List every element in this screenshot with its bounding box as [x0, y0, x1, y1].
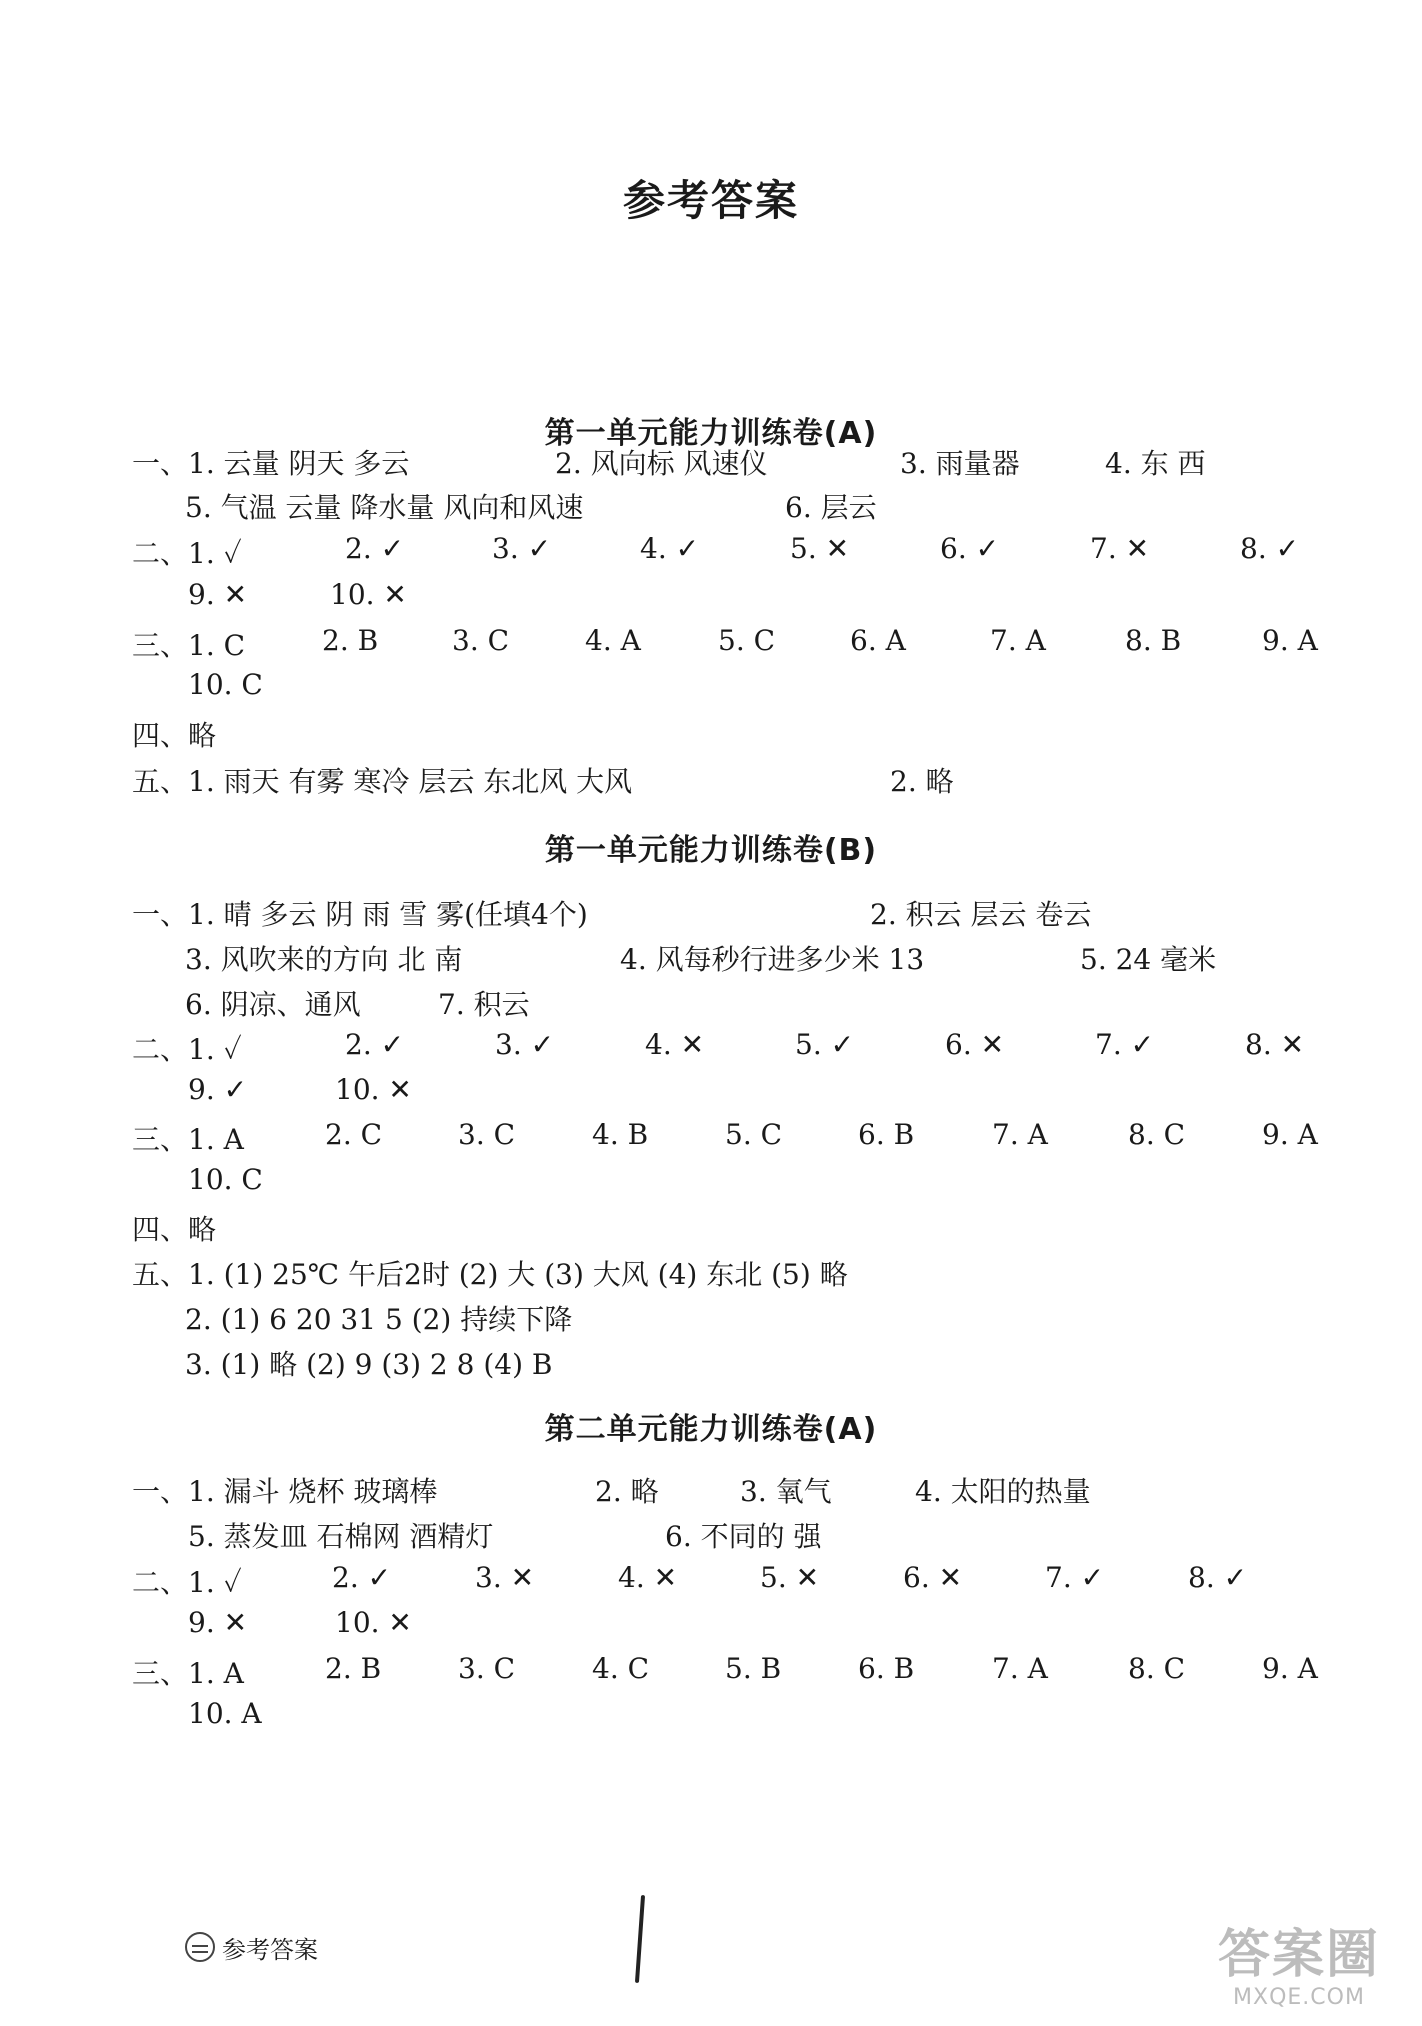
answer-item: 8. ✓: [1188, 1561, 1248, 1594]
answer-item: 6. A: [850, 624, 906, 657]
answer-item: 8. C: [1128, 1118, 1186, 1151]
answer-item: 7. A: [992, 1652, 1048, 1685]
answer-item: 4. ✕: [618, 1561, 678, 1594]
answer-item: 3. ✓: [492, 532, 552, 565]
answer-item: 10. A: [188, 1697, 262, 1730]
answer-item: 6. ✕: [945, 1028, 1005, 1061]
answer-item: 9. A: [1262, 624, 1318, 657]
answer-item: 10. ✕: [335, 1073, 412, 1106]
answer-line: 五、1. (1) 25℃ 午后2时 (2) 大 (3) 大风 (4) 东北 (5) 略: [132, 1258, 848, 1291]
answer-line: 4. 风每秒行进多少米 13: [620, 943, 925, 976]
answer-item: 6. B: [858, 1652, 915, 1685]
answer-line: 3. (1) 略 (2) 9 (3) 2 8 (4) B: [185, 1348, 553, 1381]
answer-item: 3. ✕: [475, 1561, 535, 1594]
answer-item: 8. ✓: [1240, 532, 1300, 565]
answer-item: 2. ✓: [345, 532, 405, 565]
book-logo-icon: [185, 1932, 215, 1962]
answer-item: 3. C: [458, 1118, 516, 1151]
answer-line: 2. 略: [595, 1475, 659, 1508]
section-title-unit1-b: 第一单元能力训练卷(B): [544, 833, 878, 868]
answer-item: 2. B: [322, 624, 379, 657]
page-title: 参考答案: [622, 176, 799, 225]
answer-item: 9. A: [1262, 1118, 1318, 1151]
answer-line: 6. 不同的 强: [665, 1520, 822, 1553]
answer-line: 6. 阴凉、通风: [185, 988, 361, 1021]
answer-line: 2. (1) 6 20 31 5 (2) 持续下降: [185, 1303, 573, 1336]
answer-item: 三、1. A: [132, 1123, 244, 1156]
answer-item: 7. A: [990, 624, 1046, 657]
answer-item: 7. A: [992, 1118, 1048, 1151]
answer-item: 4. A: [585, 624, 641, 657]
answer-item: 4. ✕: [645, 1028, 705, 1061]
footer-label: 参考答案: [222, 1936, 318, 1964]
answer-item: 2. ✓: [332, 1561, 392, 1594]
answer-item: 二、1. ✓: [132, 1566, 242, 1599]
answer-item: 10. C: [188, 668, 263, 701]
answer-item: 8. B: [1125, 624, 1182, 657]
answer-item: 10. ✕: [335, 1606, 412, 1639]
answer-item: 二、1. ✓: [132, 537, 242, 570]
watermark: [1194, 1925, 1404, 2020]
answer-item: 9. ✕: [188, 578, 248, 611]
answer-item: 4. ✓: [640, 532, 700, 565]
answer-item: 9. A: [1262, 1652, 1318, 1685]
answer-item: 5. C: [718, 624, 776, 657]
answer-item: 6. ✕: [903, 1561, 963, 1594]
section-title-unit2-a: 第二单元能力训练卷(A): [544, 1412, 878, 1447]
answer-line: 5. 气温 云量 降水量 风向和风速: [185, 491, 584, 524]
answer-item: 二、1. ✓: [132, 1033, 242, 1066]
answer-item: 3. C: [452, 624, 510, 657]
answer-item: 5. C: [725, 1118, 783, 1151]
answer-line: 五、1. 雨天 有雾 寒冷 层云 东北风 大风: [132, 765, 633, 798]
answer-line: 4. 太阳的热量: [915, 1475, 1091, 1508]
answer-item: 三、1. C: [132, 629, 246, 662]
answer-line: 5. 蒸发皿 石棉网 酒精灯: [188, 1520, 494, 1553]
section-title-unit1-a: 第一单元能力训练卷(A): [544, 416, 878, 451]
answer-item: 7. ✕: [1090, 532, 1150, 565]
answer-item: 2. C: [325, 1118, 383, 1151]
answer-line: 4. 东 西: [1105, 447, 1206, 480]
answer-line: 一、1. 漏斗 烧杯 玻璃棒: [132, 1475, 438, 1508]
answer-line: 一、1. 晴 多云 阴 雨 雪 雾(任填4个): [132, 898, 588, 931]
answer-line: 3. 雨量器: [900, 447, 1020, 480]
answer-item: 三、1. A: [132, 1657, 244, 1690]
answer-line: 四、略: [132, 719, 217, 752]
answer-item: 7. ✓: [1095, 1028, 1155, 1061]
answer-item: 2. ✓: [345, 1028, 405, 1061]
answer-line: 2. 积云 层云 卷云: [870, 898, 1092, 931]
answer-item: 6. ✓: [940, 532, 1000, 565]
answer-item: 5. B: [725, 1652, 782, 1685]
answer-item: 10. ✕: [330, 578, 407, 611]
answer-item: 4. B: [592, 1118, 649, 1151]
answer-item: 6. B: [858, 1118, 915, 1151]
answer-item: 5. ✕: [760, 1561, 820, 1594]
answer-line: 一、1. 云量 阴天 多云: [132, 447, 410, 480]
answer-item: 2. B: [325, 1652, 382, 1685]
answer-item: 10. C: [188, 1163, 263, 1196]
answer-item: 4. C: [592, 1652, 650, 1685]
answer-item: 8. C: [1128, 1652, 1186, 1685]
answer-line: 3. 氧气: [740, 1475, 832, 1508]
answer-line: 四、略: [132, 1213, 217, 1246]
answer-item: 9. ✓: [188, 1073, 248, 1106]
answer-line: 2. 风向标 风速仪: [555, 447, 768, 480]
answer-line: 5. 24 毫米: [1080, 943, 1217, 976]
answer-item: 9. ✕: [188, 1606, 248, 1639]
answer-line: 3. 风吹来的方向 北 南: [185, 943, 463, 976]
pen-mark: [635, 1895, 645, 1983]
answer-item: 3. ✓: [495, 1028, 555, 1061]
answer-item: 7. ✓: [1045, 1561, 1105, 1594]
answer-item: 3. C: [458, 1652, 516, 1685]
watermark-logo-text: 答案圈: [1217, 1925, 1380, 1985]
answer-item: 5. ✓: [795, 1028, 855, 1061]
answer-line: 7. 积云: [438, 988, 530, 1021]
answer-item: 8. ✕: [1245, 1028, 1305, 1061]
answer-line: 2. 略: [890, 765, 954, 798]
answer-item: 5. ✕: [790, 532, 850, 565]
answer-line: 6. 层云: [785, 491, 877, 524]
watermark-url: MXQE.COM: [1233, 1985, 1365, 2010]
